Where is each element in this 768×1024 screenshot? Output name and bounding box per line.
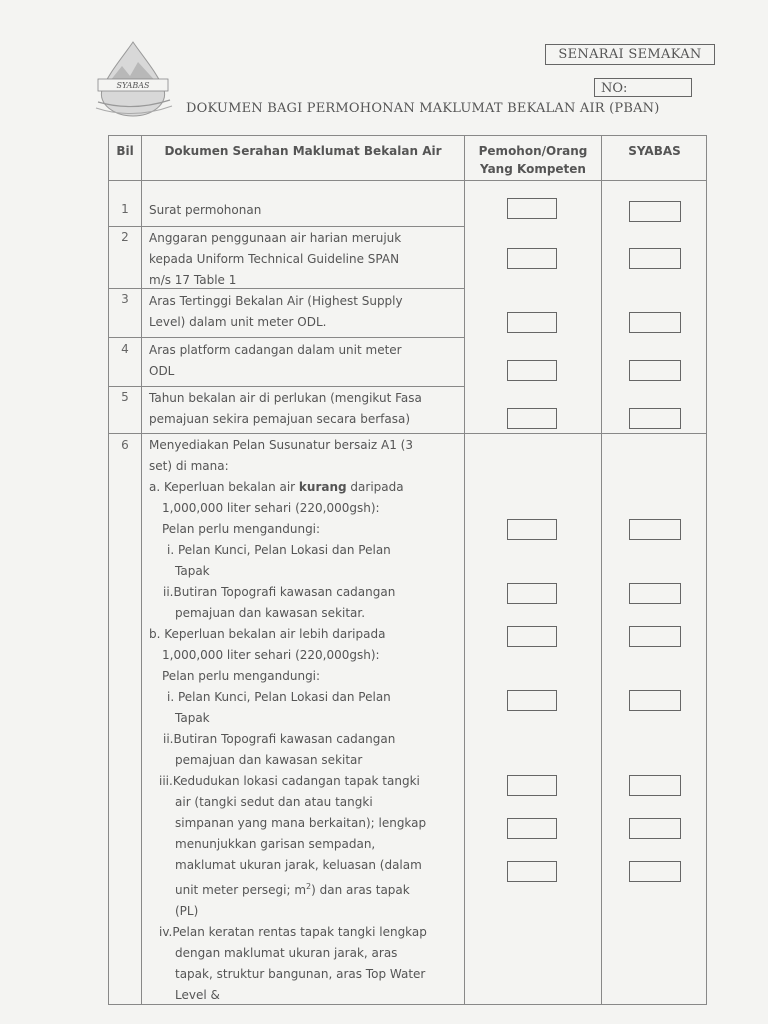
- header-syabas: SYABAS: [628, 144, 681, 158]
- reference-number-field[interactable]: NO:: [594, 78, 692, 97]
- row-number: 6: [121, 438, 129, 452]
- section-b-iii-line1: iii.Kedudukan lokasi cadangan tapak tangki: [159, 774, 420, 788]
- section-b-iii-line6: unit meter persegi; $m^2$) dan aras tapak: [175, 882, 410, 897]
- section-a-ii-line1: ii.Butiran Topografi kawasan cadangan: [163, 585, 396, 599]
- pemohon-checkbox-6b[interactable]: [507, 626, 557, 647]
- column-divider: [464, 136, 465, 1004]
- item-aras-platform: Aras platform cadangan dalam unit meter ODL: [149, 343, 402, 378]
- section-b-iii-line4: menunjukkan garisan sempadan,: [175, 837, 376, 851]
- pelan-intro-line2: set) di mana:: [149, 459, 229, 473]
- pemohon-checkbox-4[interactable]: [507, 360, 557, 381]
- section-b-line3: Pelan perlu mengandungi:: [162, 669, 321, 683]
- senarai-semakan-label: SENARAI SEMAKAN: [545, 44, 715, 65]
- header-pemohon-line1: Pemohon/Orang: [478, 144, 588, 158]
- section-b-iii-line2: air (tangki sedut dan atau tangki: [175, 795, 373, 809]
- header-bil: Bil: [116, 144, 134, 158]
- item-surat-permohonan: Surat permohonan: [149, 203, 262, 217]
- pemohon-checkbox-2[interactable]: [507, 248, 557, 269]
- section-a-i-line1: i. Pelan Kunci, Pelan Lokasi dan Pelan: [167, 543, 391, 557]
- row-number: 3: [121, 292, 129, 306]
- section-a-ii-line2: pemajuan dan kawasan sekitar.: [175, 606, 366, 620]
- section-b-iv-line4: Level &: [175, 988, 220, 1002]
- section-b-iii-line7: (PL): [175, 904, 199, 918]
- syabas-logo: [92, 40, 174, 120]
- syabas-checkbox-2[interactable]: [629, 248, 681, 269]
- checklist-table: [108, 135, 707, 1005]
- header-dokumen: Dokumen Serahan Maklumat Bekalan Air: [164, 144, 442, 158]
- row-divider: [109, 226, 464, 227]
- column-divider: [601, 136, 602, 1004]
- header-pemohon-line2: Yang Kompeten: [480, 162, 586, 176]
- section-a-i-line2: Tapak: [175, 564, 210, 578]
- item-aras-tertinggi: Aras Tertinggi Bekalan Air (Highest Supply Level) dalam unit meter ODL.: [149, 294, 403, 329]
- pemohon-checkbox-6b-iii-2[interactable]: [507, 818, 557, 839]
- section-a-line2: 1,000,000 liter sehari (220,000gsh):: [162, 501, 380, 515]
- section-a-line3: Pelan perlu mengandungi:: [162, 522, 321, 536]
- pelan-intro-line1: Menyediakan Pelan Susunatur bersaiz A1 (3: [149, 438, 413, 452]
- row-divider: [109, 386, 464, 387]
- row-number: 2: [121, 230, 129, 244]
- pemohon-checkbox-6b-iii-3[interactable]: [507, 861, 557, 882]
- row-divider: [109, 180, 706, 181]
- section-b-iv-line3: tapak, struktur bangunan, aras Top Water: [175, 967, 426, 981]
- item-anggaran-penggunaan: Anggaran penggunaan air harian merujuk kepada Uniform Technical Guideline SPAN m/s 17 Table 1: [149, 231, 402, 287]
- section-b-line2: 1,000,000 liter sehari (220,000gsh):: [162, 648, 380, 662]
- pemohon-checkbox-1[interactable]: [507, 198, 557, 219]
- item-tahun-bekalan: Tahun bekalan air di perlukan (mengikut Fasa pemajuan sekira pemajuan secara berfasa): [149, 391, 422, 426]
- syabas-checkbox-6b-iii-3[interactable]: [629, 861, 681, 882]
- section-b-i-line1: i. Pelan Kunci, Pelan Lokasi dan Pelan: [167, 690, 391, 704]
- pemohon-checkbox-6a[interactable]: [507, 519, 557, 540]
- row-number: 1: [121, 202, 129, 216]
- syabas-checkbox-6b-iii-2[interactable]: [629, 818, 681, 839]
- syabas-checkbox-6b[interactable]: [629, 626, 681, 647]
- row-divider: [109, 337, 464, 338]
- logo-text: SYABAS: [116, 81, 150, 90]
- syabas-checkbox-6a[interactable]: [629, 519, 681, 540]
- section-b-iii-line3: simpanan yang mana berkaitan); lengkap: [175, 816, 427, 830]
- pemohon-checkbox-6b-i[interactable]: [507, 690, 557, 711]
- row-number: 4: [121, 342, 129, 356]
- document-title: DOKUMEN BAGI PERMOHONAN MAKLUMAT BEKALAN AIR (PBAN): [186, 101, 660, 116]
- header-pemohon: [465, 142, 601, 178]
- section-b-line1: b. Keperluan bekalan air lebih daripada: [149, 627, 386, 641]
- pemohon-checkbox-6a-ii[interactable]: [507, 583, 557, 604]
- syabas-checkbox-6b-iii-1[interactable]: [629, 775, 681, 796]
- pemohon-checkbox-3[interactable]: [507, 312, 557, 333]
- section-b-ii-line2: pemajuan dan kawasan sekitar: [175, 753, 363, 767]
- syabas-checkbox-1[interactable]: [629, 201, 681, 222]
- pemohon-checkbox-6b-iii-1[interactable]: [507, 775, 557, 796]
- pemohon-checkbox-5[interactable]: [507, 408, 557, 429]
- syabas-checkbox-6b-i[interactable]: [629, 690, 681, 711]
- row-number: 5: [121, 390, 129, 404]
- section-b-iv-line2: dengan maklumat ukuran jarak, aras: [175, 946, 398, 960]
- section-b-i-line2: Tapak: [175, 711, 210, 725]
- section-b-iii-line5: maklumat ukuran jarak, keluasan (dalam: [175, 858, 422, 872]
- row-divider: [109, 433, 706, 434]
- syabas-checkbox-5[interactable]: [629, 408, 681, 429]
- syabas-checkbox-6a-ii[interactable]: [629, 583, 681, 604]
- syabas-checkbox-3[interactable]: [629, 312, 681, 333]
- section-b-iv-line1: iv.Pelan keratan rentas tapak tangki lengkap: [159, 925, 427, 939]
- item-pelan-susunatur: [149, 435, 461, 1006]
- syabas-checkbox-4[interactable]: [629, 360, 681, 381]
- column-divider: [141, 136, 142, 1004]
- section-b-ii-line1: ii.Butiran Topografi kawasan cadangan: [163, 732, 396, 746]
- section-a-line1: a. Keperluan bekalan air kurang daripada: [149, 480, 404, 494]
